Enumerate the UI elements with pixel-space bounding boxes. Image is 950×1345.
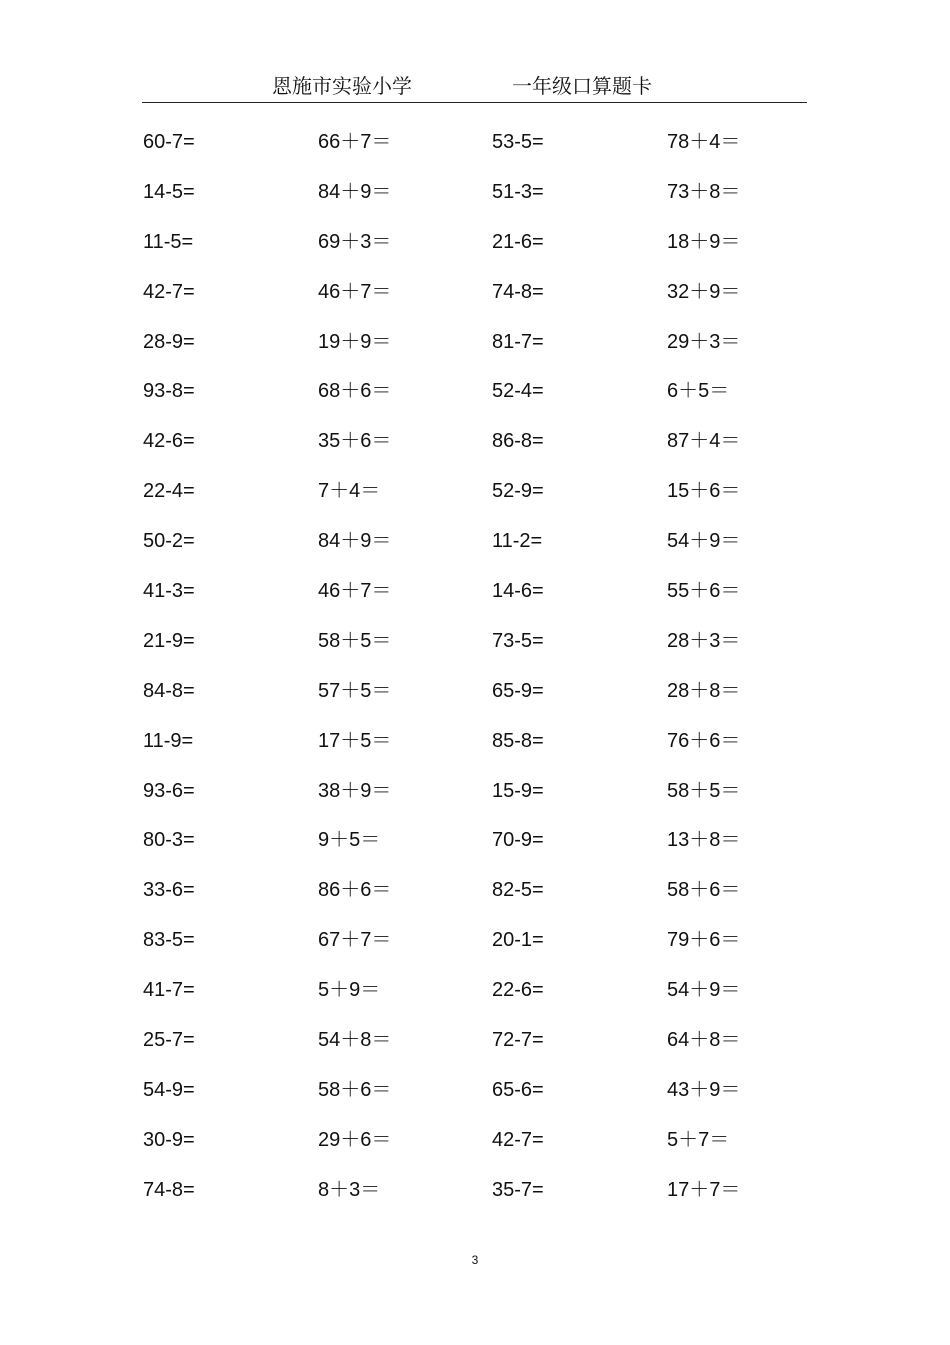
problem-row (143, 677, 843, 727)
problem-cell: 84＋9＝ (318, 180, 392, 203)
problem-cell: 67＋7＝ (318, 929, 392, 952)
problem-cell: 74-8= (143, 1178, 195, 1201)
problem-cell: 93-8= (143, 380, 195, 403)
problem-row (143, 228, 843, 278)
problem-cell: 55＋6＝ (667, 580, 741, 603)
problem-cell: 68＋6＝ (318, 380, 392, 403)
problem-row (143, 926, 843, 976)
problem-cell: 14-5= (143, 180, 195, 203)
problem-row (143, 1126, 843, 1176)
problem-cell: 74-8= (492, 280, 544, 303)
problem-cell: 30-9= (143, 1128, 195, 1151)
problem-cell: 14-6= (492, 580, 544, 603)
problem-cell: 20-1= (492, 929, 544, 952)
problem-cell: 86-8= (492, 430, 544, 453)
problem-cell: 15＋6＝ (667, 480, 741, 503)
problem-cell: 46＋7＝ (318, 580, 392, 603)
problem-cell: 35-7= (492, 1178, 544, 1201)
problem-cell: 22-4= (143, 480, 195, 503)
problem-cell: 69＋3＝ (318, 230, 392, 253)
problem-cell: 79＋6＝ (667, 929, 741, 952)
problem-cell: 57＋5＝ (318, 679, 392, 702)
problem-cell: 5＋9＝ (318, 979, 381, 1002)
problem-cell: 70-9= (492, 829, 544, 852)
problem-cell: 86＋6＝ (318, 879, 392, 902)
problem-cell: 83-5= (143, 929, 195, 952)
problem-cell: 64＋8＝ (667, 1029, 741, 1052)
problem-grid (143, 128, 843, 1226)
problem-cell: 28＋8＝ (667, 679, 741, 702)
problem-cell: 18＋9＝ (667, 230, 741, 253)
problem-row (143, 826, 843, 876)
problem-cell: 11-2= (492, 530, 543, 553)
problem-cell: 58＋5＝ (667, 779, 741, 802)
problem-cell: 54-9= (143, 1078, 195, 1101)
problem-cell: 53-5= (492, 131, 544, 153)
problem-cell: 41-3= (143, 580, 195, 603)
problem-cell: 51-3= (492, 180, 544, 203)
problem-cell: 84-8= (143, 679, 195, 702)
problem-cell: 54＋9＝ (667, 979, 741, 1002)
problem-row (143, 328, 843, 378)
problem-cell: 11-5= (143, 230, 194, 253)
problem-cell: 42-7= (143, 280, 195, 303)
problem-cell: 33-6= (143, 879, 195, 902)
problem-cell: 73-5= (492, 629, 544, 652)
card-title: 一年级口算题卡 (512, 74, 652, 98)
problem-cell: 93-6= (143, 779, 195, 802)
problem-cell: 6＋5＝ (667, 380, 730, 403)
problem-cell: 85-8= (492, 729, 544, 752)
problem-cell: 21-9= (143, 629, 195, 652)
problem-cell: 87＋4＝ (667, 430, 741, 453)
problem-cell: 65-9= (492, 679, 544, 702)
problem-row (143, 976, 843, 1026)
problem-row (143, 577, 843, 627)
problem-cell: 65-6= (492, 1078, 544, 1101)
problem-cell: 19＋9＝ (318, 330, 392, 353)
problem-row (143, 1076, 843, 1126)
school-name: 恩施市实验小学 (272, 74, 412, 98)
problem-cell: 38＋9＝ (318, 779, 392, 802)
problem-cell: 84＋9＝ (318, 530, 392, 553)
problem-row (143, 627, 843, 677)
problem-cell: 66＋7＝ (318, 131, 392, 153)
problem-row (143, 427, 843, 477)
page-header (142, 66, 807, 103)
problem-cell: 25-7= (143, 1029, 195, 1052)
problem-cell: 58＋5＝ (318, 629, 392, 652)
problem-cell: 21-6= (492, 230, 544, 253)
problem-cell: 60-7= (143, 131, 195, 153)
problem-cell: 22-6= (492, 979, 544, 1002)
problem-cell: 81-7= (492, 330, 544, 353)
problem-row (143, 377, 843, 427)
problem-cell: 29＋3＝ (667, 330, 741, 353)
problem-cell: 9＋5＝ (318, 829, 381, 852)
problem-cell: 58＋6＝ (318, 1078, 392, 1101)
problem-row (143, 1026, 843, 1076)
problem-cell: 82-5= (492, 879, 544, 902)
problem-cell: 46＋7＝ (318, 280, 392, 303)
problem-row (143, 278, 843, 328)
problem-row (143, 876, 843, 926)
problem-cell: 58＋6＝ (667, 879, 741, 902)
problem-row (143, 727, 843, 777)
problem-cell: 73＋8＝ (667, 180, 741, 203)
problem-row (143, 128, 843, 178)
problem-cell: 35＋6＝ (318, 430, 392, 453)
problem-row (143, 477, 843, 527)
problem-cell: 5＋7＝ (667, 1128, 730, 1151)
problem-cell: 11-9= (143, 729, 194, 752)
problem-cell: 76＋6＝ (667, 729, 741, 752)
problem-row (143, 1176, 843, 1226)
problem-cell: 54＋9＝ (667, 530, 741, 553)
problem-cell: 28-9= (143, 330, 195, 353)
problem-cell: 28＋3＝ (667, 629, 741, 652)
problem-cell: 42-7= (492, 1128, 544, 1151)
problem-cell: 8＋3＝ (318, 1178, 381, 1201)
problem-cell: 17＋7＝ (667, 1178, 741, 1201)
problem-cell: 72-7= (492, 1029, 544, 1052)
problem-cell: 78＋4＝ (667, 131, 741, 153)
page-number: 3 (471, 1253, 479, 1267)
problem-cell: 43＋9＝ (667, 1078, 741, 1101)
problem-row (143, 777, 843, 827)
problem-cell: 42-6= (143, 430, 195, 453)
problem-cell: 41-7= (143, 979, 195, 1002)
problem-cell: 29＋6＝ (318, 1128, 392, 1151)
problem-cell: 17＋5＝ (318, 729, 392, 752)
problem-cell: 32＋9＝ (667, 280, 741, 303)
problem-cell: 13＋8＝ (667, 829, 741, 852)
problem-row (143, 178, 843, 228)
problem-cell: 80-3= (143, 829, 195, 852)
problem-cell: 54＋8＝ (318, 1029, 392, 1052)
problem-cell: 52-9= (492, 480, 544, 503)
problem-cell: 7＋4＝ (318, 480, 381, 503)
problem-cell: 52-4= (492, 380, 544, 403)
problem-cell: 15-9= (492, 779, 544, 802)
problem-row (143, 527, 843, 577)
problem-cell: 50-2= (143, 530, 195, 553)
